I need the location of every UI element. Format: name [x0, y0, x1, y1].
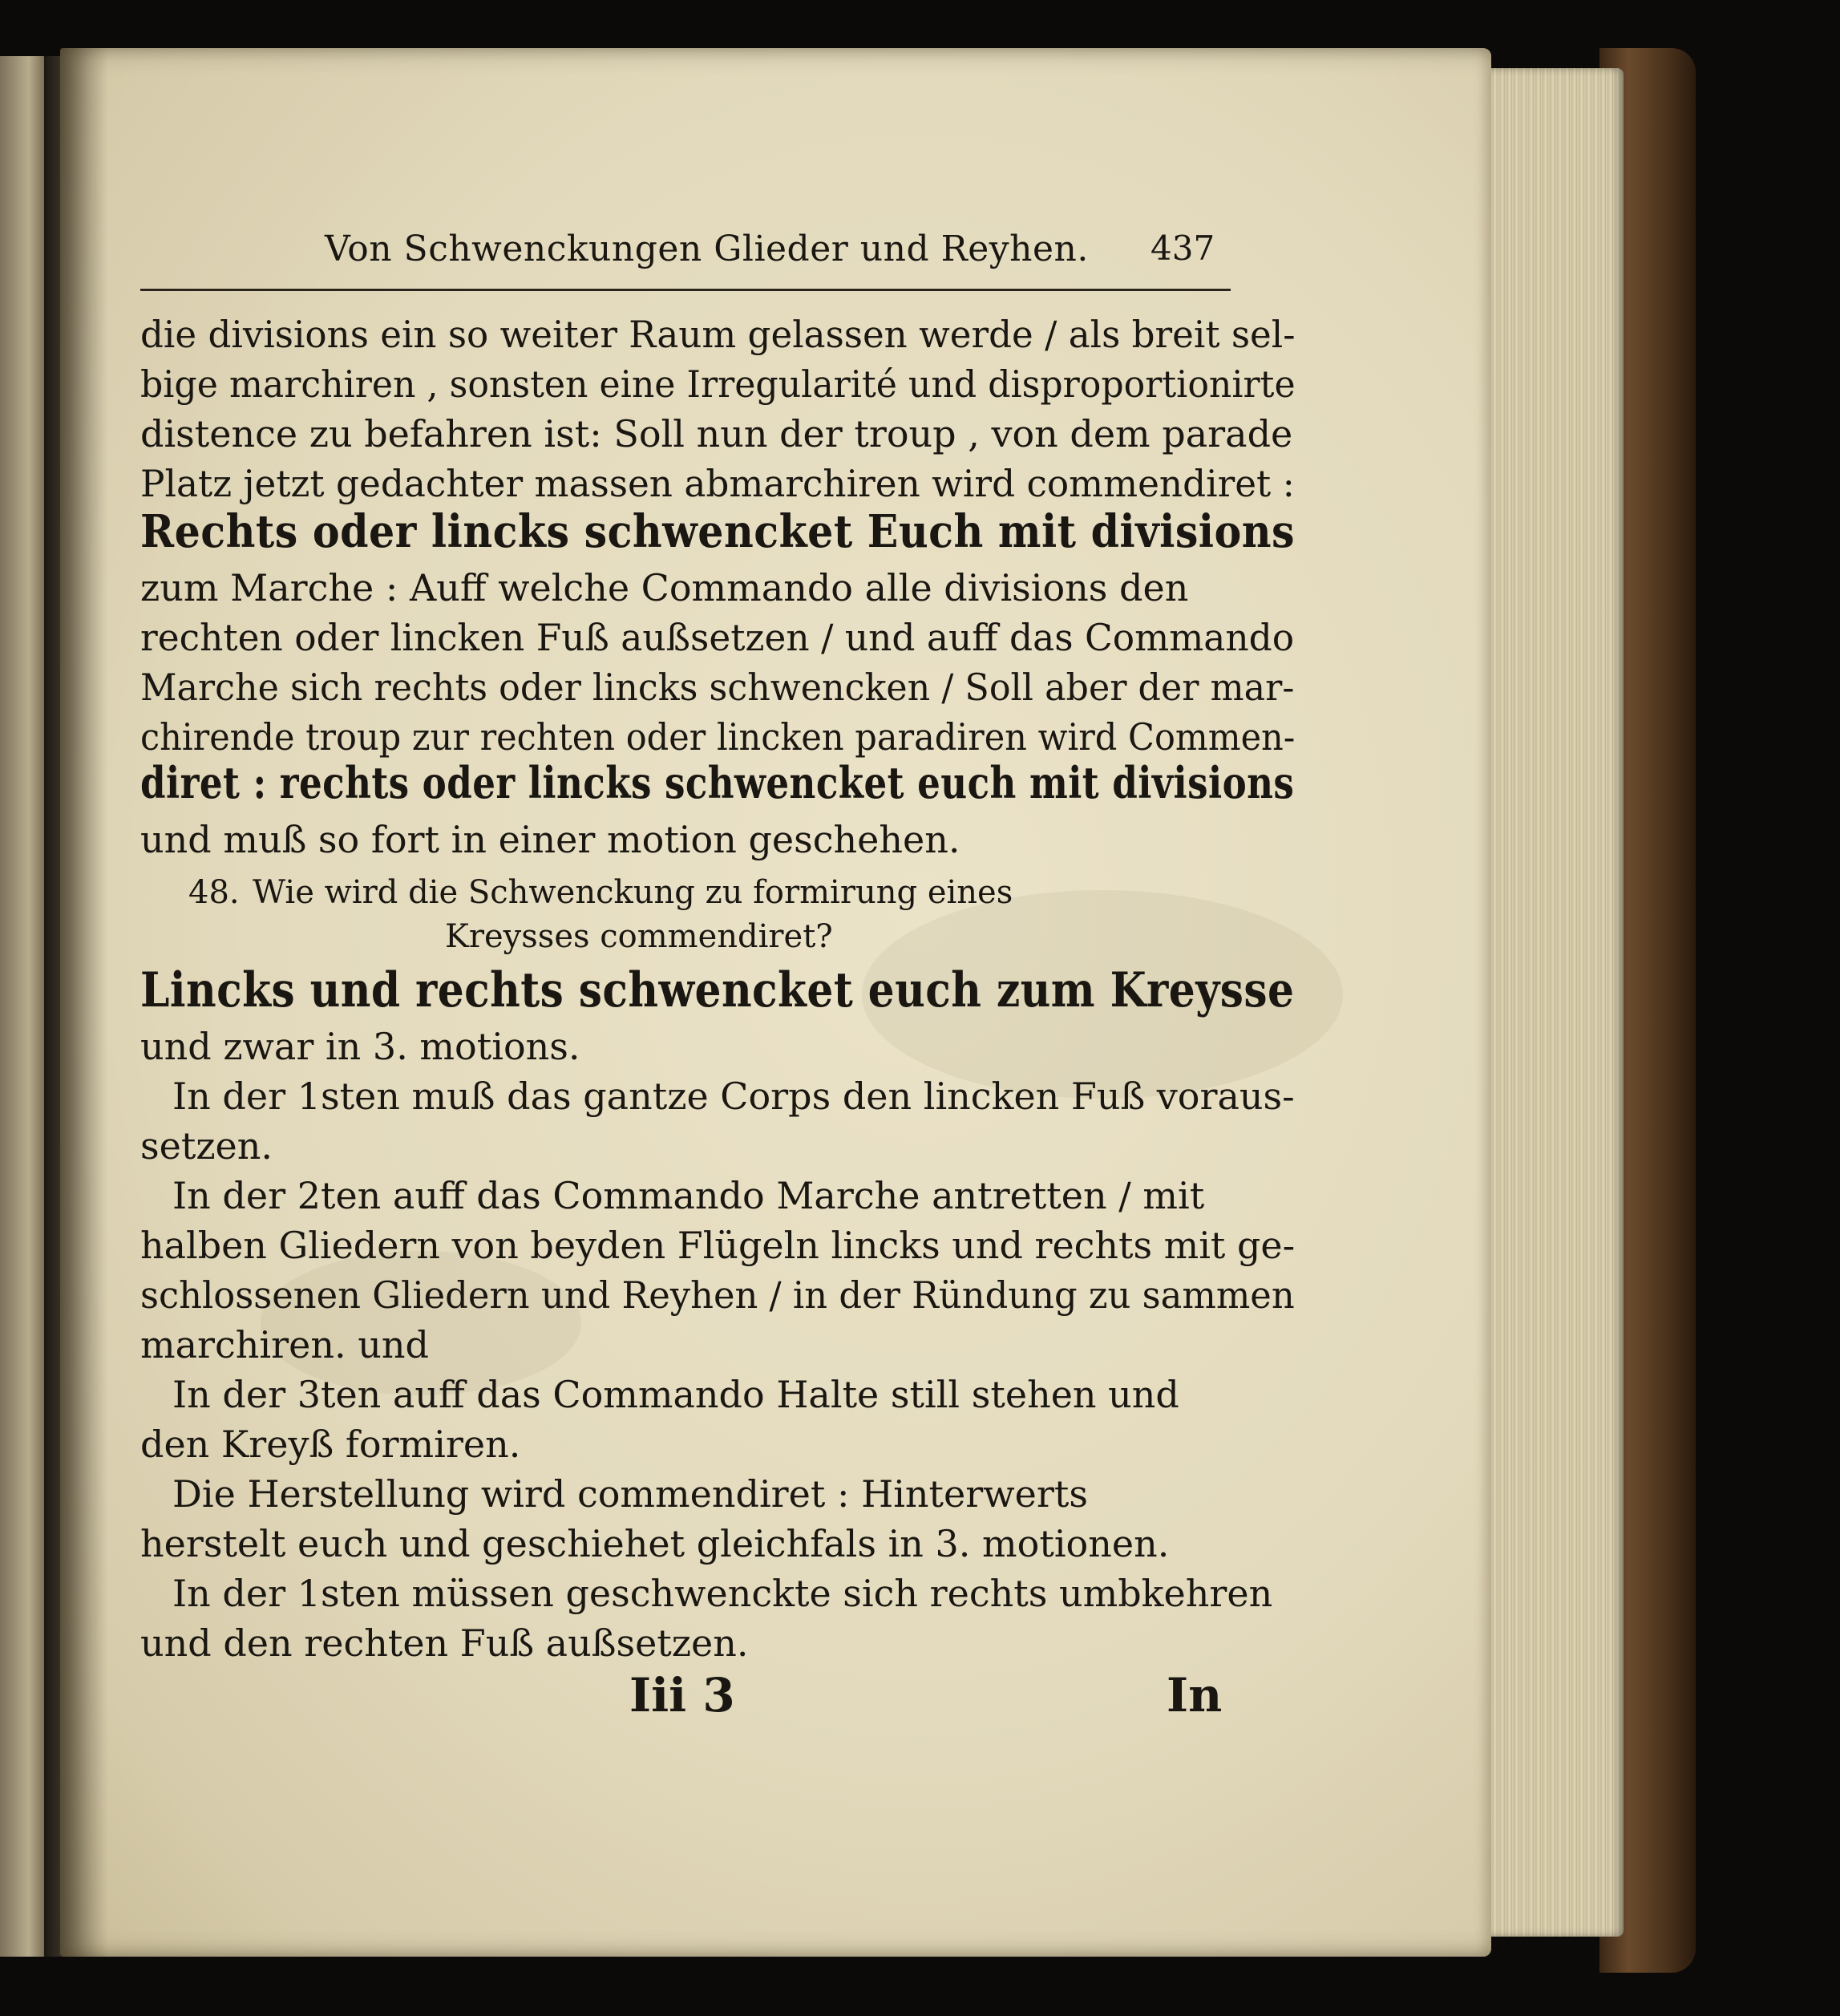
text-line: Marche sich rechts oder lincks schwencken / Soll aber der mar-: [140, 666, 1295, 709]
text-line: marchiren. und: [140, 1323, 429, 1366]
text-line: setzen.: [140, 1124, 273, 1168]
text-line: die divisions ein so weiter Raum gelassen werde / als breit sel-: [140, 313, 1296, 356]
question-number: 48.: [188, 874, 240, 911]
signature-mark: Iii 3: [629, 1668, 735, 1723]
text-line: Platz jetzt gedachter massen abmarchiren wird commendiret :: [140, 462, 1295, 505]
text-line: und zwar in 3. motions.: [140, 1025, 580, 1068]
text-line: den Kreyß formiren.: [140, 1423, 521, 1466]
command-line: diret : rechts oder lincks schwencket euch mit divisions: [140, 757, 1295, 808]
text-line: herstelt euch und geschiehet gleichfals in 3. motionen.: [140, 1522, 1170, 1565]
question-line: Wie wird die Schwenckung zu formirung eines: [253, 874, 1013, 911]
header-rule: [140, 289, 1231, 291]
page-body: [60, 48, 1491, 1957]
running-head: Von Schwenckungen Glieder und Reyhen.: [325, 229, 1089, 269]
question-line: Kreysses commendiret?: [445, 918, 833, 955]
text-line: halben Gliedern von beyden Flügeln lincks und rechts mit ge-: [140, 1224, 1296, 1267]
text-line: In der 2ten auff das Commando Marche antretten / mit: [172, 1174, 1205, 1217]
text-line: und muß so fort in einer motion geschehen.: [140, 818, 960, 861]
command-line: Lincks und rechts schwencket euch zum Kreysse: [140, 962, 1295, 1018]
command-line: Rechts oder lincks schwencket Euch mit divisions: [140, 505, 1296, 558]
text-line: schlossenen Gliedern und Reyhen / in der Ründung zu sammen: [140, 1273, 1295, 1317]
text-line: In der 1sten muß das gantze Corps den lincken Fuß voraus-: [172, 1075, 1295, 1118]
text-line: bige marchiren , sonsten eine Irregularité und disproportionirte: [140, 362, 1296, 406]
facing-page-edge: [0, 56, 48, 1957]
text-line: In der 1sten müssen geschwenckte sich rechts umbkehren: [172, 1572, 1273, 1615]
page-number: 437: [1151, 229, 1215, 268]
text-line: und den rechten Fuß außsetzen.: [140, 1621, 749, 1665]
page-block-edges: [1483, 68, 1624, 1937]
text-line: In der 3ten auff das Commando Halte still stehen und: [172, 1373, 1179, 1416]
text-line: rechten oder lincken Fuß außsetzen / und auff das Commando: [140, 616, 1295, 659]
text-line: zum Marche : Auff welche Commando alle divisions den: [140, 566, 1189, 609]
text-line: distence zu befahren ist: Soll nun der troup , von dem parade: [140, 412, 1293, 455]
text-line: Die Herstellung wird commendiret : Hinterwerts: [172, 1472, 1088, 1516]
fold-shadow: [60, 48, 108, 1957]
text-line: chirende troup zur rechten oder lincken paradiren wird Commen-: [140, 715, 1296, 759]
catchword: In: [1167, 1668, 1223, 1723]
